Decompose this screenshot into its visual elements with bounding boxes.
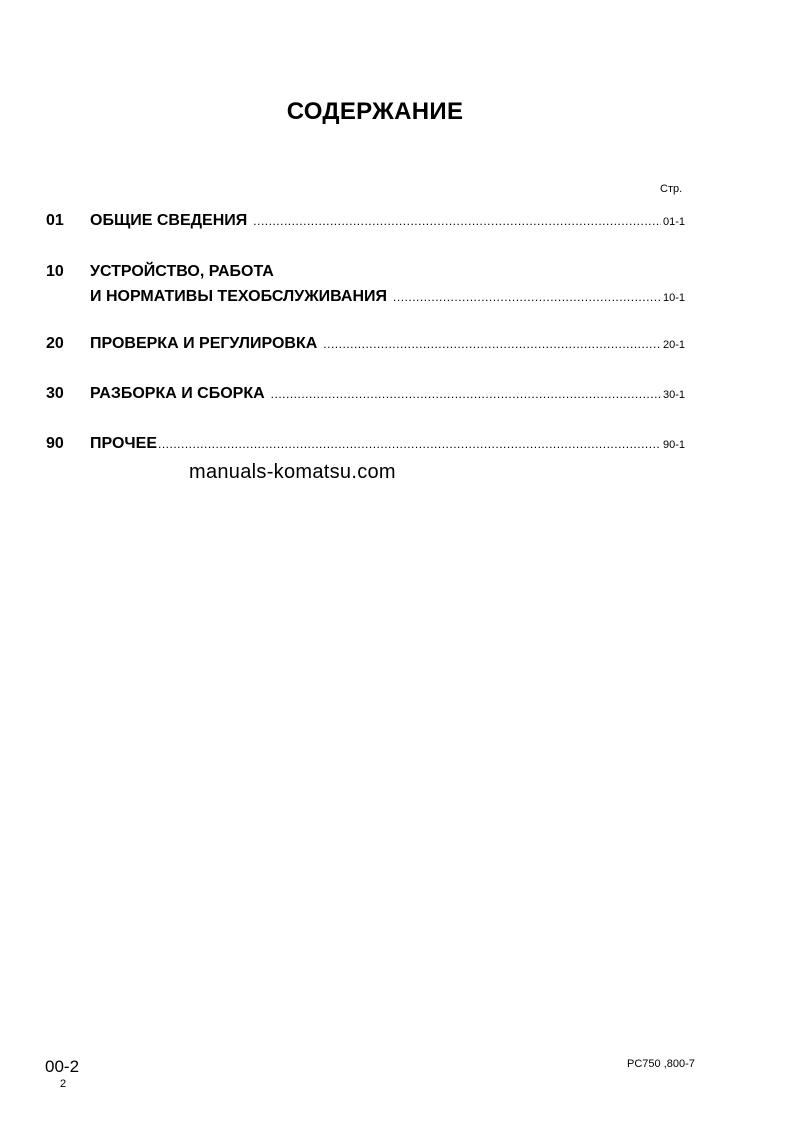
toc-title-line-2: И НОРМАТИВЫ ТЕХОБСЛУЖИВАНИЯ [90,288,388,305]
toc-number: 30 [46,385,64,402]
page-column-header: Стр. [660,183,683,195]
watermark-text: manuals-komatsu.com [189,461,396,483]
dot-leader [253,211,661,231]
toc-page: 01-1 [662,216,685,228]
footer-revision: 2 [60,1078,67,1090]
toc-line [90,287,685,308]
dot-leader [323,334,661,354]
toc-line [90,334,685,355]
dot-leader [271,384,661,404]
toc-line [90,211,685,232]
toc-title: РАЗБОРКА И СБОРКА [90,385,265,402]
toc-number: 10 [46,263,64,280]
toc-page: 20-1 [662,339,685,351]
page-title: СОДЕРЖАНИЕ [286,98,464,125]
footer-model: PC750 ,800-7 [627,1058,695,1070]
toc-number: 20 [46,335,64,352]
toc-title: ОБЩИЕ СВЕДЕНИЯ [90,212,248,229]
toc-title-line-1: УСТРОЙСТВО, РАБОТА [90,263,274,280]
toc-line [90,384,685,405]
toc-title: ПРОВЕРКА И РЕГУЛИРОВКА [90,335,318,352]
toc-title: ПРОЧЕЕ [90,435,157,452]
footer-page-code: 00-2 [45,1057,80,1076]
toc-number: 01 [46,212,64,229]
toc-page: 30-1 [662,389,685,401]
dot-leader [158,434,661,454]
dot-leader [393,287,661,307]
toc-line [90,434,685,455]
toc-page: 90-1 [662,439,685,451]
toc-number: 90 [46,435,64,452]
toc-page: 10-1 [662,292,685,304]
